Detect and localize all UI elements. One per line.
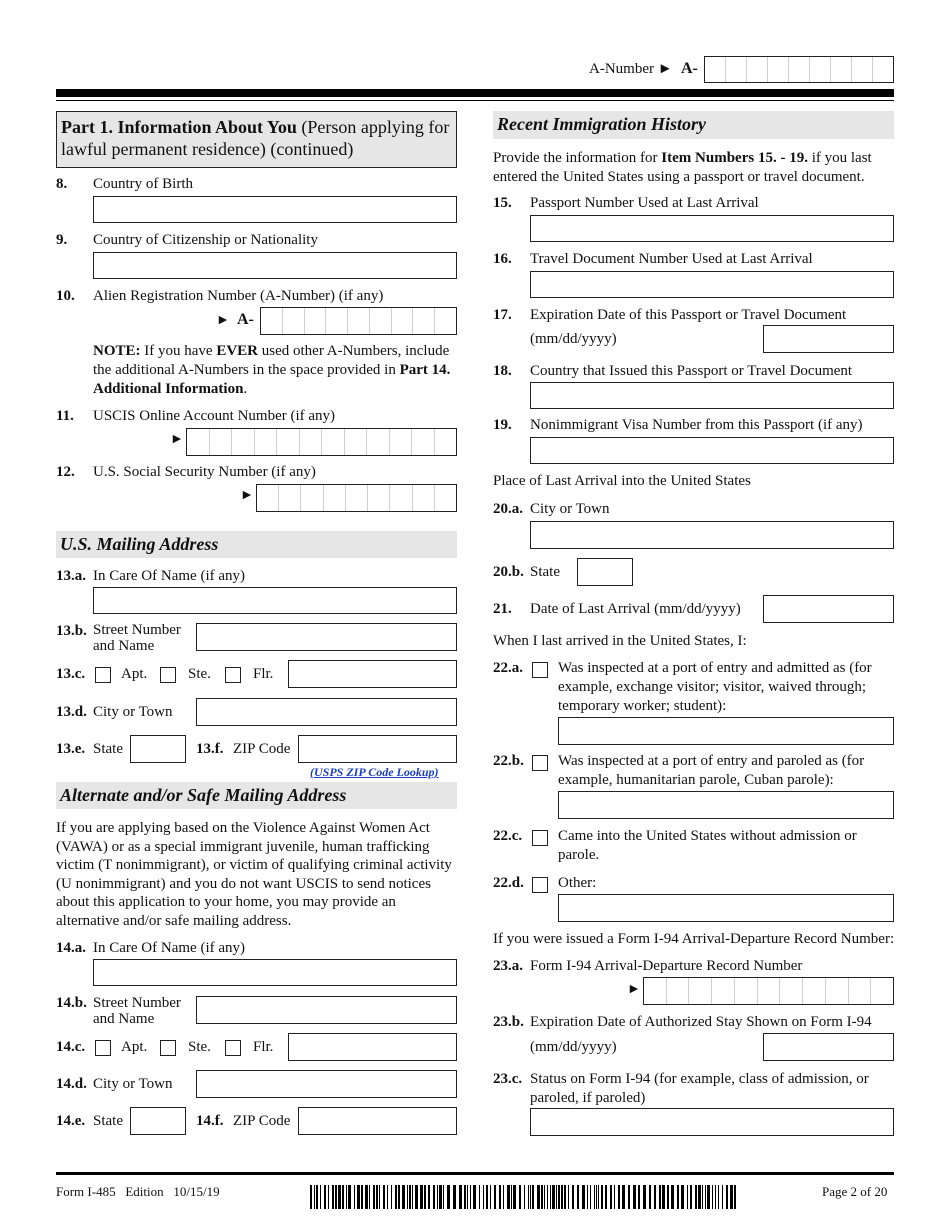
item-8-label: Country of Birth	[93, 176, 193, 192]
issuing-country-input[interactable]	[530, 382, 894, 409]
item-18-label: Country that Issued this Passport or Travel Document	[530, 363, 853, 379]
arrow-icon: ►	[240, 488, 254, 503]
mailing-city-input[interactable]	[196, 698, 457, 726]
note-paragraph: NOTE: If you have EVER used other A-Numbers, include the additional A-Numbers in the space provided in Part 14. Additional Information.	[93, 343, 451, 397]
arrival-date-input[interactable]	[763, 595, 894, 623]
a-number-input[interactable]	[260, 307, 457, 335]
when-arrived-intro: When I last arrived in the United States, I:	[493, 633, 747, 649]
arrow-icon: ►	[627, 982, 641, 997]
item-23c-label: Status on Form I-94 (for example, class of admission, or paroled, if paroled)	[530, 1071, 869, 1106]
item-14b-number: 14.b.	[56, 995, 87, 1011]
i94-intro: If you were issued a Form I-94 Arrival-Departure Record Number:	[493, 931, 895, 947]
ste-label: Ste.	[188, 1039, 211, 1055]
ssn-input[interactable]	[256, 484, 457, 512]
item-13f-number: 13.f.	[196, 741, 224, 757]
arrow-icon: ►	[216, 313, 230, 328]
item-9-number: 9.	[56, 232, 68, 248]
item-13b-label: Street Number and Name	[93, 622, 181, 654]
item-18-number: 18.	[493, 363, 512, 379]
recent-intro-paragraph: Provide the information for Item Numbers 15. - 19. if you last entered the United States using a passport or travel document.	[493, 150, 872, 185]
place-of-arrival-intro: Place of Last Arrival into the United States	[493, 473, 751, 489]
ste-label: Ste.	[188, 666, 211, 682]
alt-flr-checkbox[interactable]	[225, 1040, 241, 1056]
usps-zip-lookup-link[interactable]: (USPS ZIP Code Lookup)	[310, 765, 439, 779]
admitted-checkbox[interactable]	[532, 662, 548, 678]
item-14f-number: 14.f.	[196, 1113, 224, 1129]
item-10-prefix: A-	[237, 311, 254, 328]
mailing-care-of-input[interactable]	[93, 587, 457, 614]
uscis-account-input[interactable]	[186, 428, 457, 456]
item-20b-number: 20.b.	[493, 564, 524, 580]
item-13e-number: 13.e.	[56, 741, 86, 757]
a-number-header-label: A-Number ►	[589, 61, 673, 77]
item-10-number: 10.	[56, 288, 75, 304]
i94-status-input[interactable]	[530, 1108, 894, 1136]
item-23c-number: 23.c.	[493, 1071, 523, 1087]
mailing-flr-checkbox[interactable]	[225, 667, 241, 683]
item-20a-number: 20.a.	[493, 501, 523, 517]
header-rule-thin	[56, 100, 894, 101]
part1-title: Part 1. Information About You (Person applying for lawful permanent residence) (continued)	[56, 111, 457, 168]
alt-care-of-input[interactable]	[93, 959, 457, 986]
recent-immigration-heading: Recent Immigration History	[493, 111, 894, 139]
mailing-street-input[interactable]	[196, 623, 457, 651]
item-13d-label: City or Town	[93, 704, 173, 720]
item-13c-number: 13.c.	[56, 666, 86, 682]
item-22b-number: 22.b.	[493, 753, 524, 769]
alternate-address-paragraph: If you are applying based on the Violence Against Women Act (VAWA) or as a special immigrant juvenile, human trafficking victim (T nonimmigrant), or victim of qualifying criminal activity (U nonimmigrant) and you do not want USCIS to send notices about this application to your home, you may provide an alternative and/or safe mailing address.	[56, 820, 452, 929]
item-17-format: (mm/dd/yyyy)	[530, 331, 617, 347]
admitted-as-input[interactable]	[558, 717, 894, 745]
passport-expiration-input[interactable]	[763, 325, 894, 353]
a-number-header-prefix: A-	[681, 60, 698, 77]
item-10-label: Alien Registration Number (A-Number) (if any)	[93, 288, 384, 304]
item-22c-number: 22.c.	[493, 828, 523, 844]
item-14d-number: 14.d.	[56, 1076, 87, 1092]
item-20b-label: State	[530, 564, 560, 580]
item-23b-label: Expiration Date of Authorized Stay Shown on Form I-94	[530, 1014, 872, 1030]
item-23b-number: 23.b.	[493, 1014, 524, 1030]
item-23a-label: Form I-94 Arrival-Departure Record Number	[530, 958, 803, 974]
item-13e-label: State	[93, 741, 123, 757]
item-8-number: 8.	[56, 176, 68, 192]
authorized-stay-expiration-input[interactable]	[763, 1033, 894, 1061]
item-22a-label: Was inspected at a port of entry and admitted as (for example, exchange visitor; visitor, waived through; temporary worker; student):	[558, 660, 872, 714]
item-16-number: 16.	[493, 251, 512, 267]
item-14f-label: ZIP Code	[233, 1113, 291, 1129]
item-22d-number: 22.d.	[493, 875, 524, 891]
mailing-zip-input[interactable]	[298, 735, 457, 763]
country-of-birth-input[interactable]	[93, 196, 457, 223]
item-13a-number: 13.a.	[56, 568, 86, 584]
visa-number-input[interactable]	[530, 437, 894, 464]
flr-label: Flr.	[253, 1039, 274, 1055]
arrival-city-input[interactable]	[530, 521, 894, 549]
other-input[interactable]	[558, 894, 894, 922]
item-13a-label: In Care Of Name (if any)	[93, 568, 246, 584]
item-19-number: 19.	[493, 417, 512, 433]
item-23a-number: 23.a.	[493, 958, 523, 974]
alt-street-input[interactable]	[196, 996, 457, 1024]
item-13d-number: 13.d.	[56, 704, 87, 720]
item-23b-format: (mm/dd/yyyy)	[530, 1039, 617, 1055]
mailing-apt-checkbox[interactable]	[95, 667, 111, 683]
item-14e-number: 14.e.	[56, 1113, 86, 1129]
header-rule	[56, 89, 894, 97]
form-edition: Form I-485 Edition 10/15/19	[56, 1184, 220, 1199]
flr-label: Flr.	[253, 666, 274, 682]
apt-label: Apt.	[121, 1039, 148, 1055]
mailing-unit-input[interactable]	[288, 660, 457, 688]
item-11-number: 11.	[56, 408, 74, 424]
paroled-checkbox[interactable]	[532, 755, 548, 771]
item-22c-label: Came into the United States without admission or parole.	[558, 828, 857, 863]
paroled-as-input[interactable]	[558, 791, 894, 819]
without-admission-checkbox[interactable]	[532, 830, 548, 846]
item-20a-label: City or Town	[530, 501, 610, 517]
mailing-state-input[interactable]	[130, 735, 186, 763]
item-9-label: Country of Citizenship or Nationality	[93, 232, 318, 248]
a-number-header-input[interactable]	[704, 56, 894, 83]
alt-apt-checkbox[interactable]	[95, 1040, 111, 1056]
item-15-label: Passport Number Used at Last Arrival	[530, 195, 759, 211]
item-21-number: 21.	[493, 601, 512, 617]
alt-city-input[interactable]	[196, 1070, 457, 1098]
page-number: Page 2 of 20	[822, 1184, 888, 1199]
travel-document-number-input[interactable]	[530, 271, 894, 298]
alt-state-input[interactable]	[130, 1107, 186, 1135]
item-17-number: 17.	[493, 307, 512, 323]
mailing-ste-checkbox[interactable]	[160, 667, 176, 683]
i94-number-input[interactable]	[643, 977, 894, 1005]
item-12-number: 12.	[56, 464, 75, 480]
item-17-label: Expiration Date of this Passport or Travel Document	[530, 307, 847, 323]
alt-unit-input[interactable]	[288, 1033, 457, 1061]
item-14e-label: State	[93, 1113, 123, 1129]
item-14c-number: 14.c.	[56, 1039, 86, 1055]
item-22d-label: Other:	[558, 875, 597, 891]
passport-number-input[interactable]	[530, 215, 894, 242]
barcode	[310, 1185, 742, 1209]
item-21-label: Date of Last Arrival (mm/dd/yyyy)	[530, 601, 741, 617]
item-15-number: 15.	[493, 195, 512, 211]
item-22a-number: 22.a.	[493, 660, 523, 676]
item-22b-label: Was inspected at a port of entry and paroled as (for example, humanitarian parole, Cuban parole):	[558, 753, 865, 788]
other-checkbox[interactable]	[532, 877, 548, 893]
mailing-address-heading: U.S. Mailing Address	[56, 531, 457, 558]
arrow-icon: ►	[170, 432, 184, 447]
arrival-state-input[interactable]	[577, 558, 633, 586]
item-16-label: Travel Document Number Used at Last Arrival	[530, 251, 813, 267]
alt-ste-checkbox[interactable]	[160, 1040, 176, 1056]
item-11-label: USCIS Online Account Number (if any)	[93, 408, 336, 424]
country-of-citizenship-input[interactable]	[93, 252, 457, 279]
item-14a-label: In Care Of Name (if any)	[93, 940, 246, 956]
item-13b-number: 13.b.	[56, 623, 87, 639]
item-12-label: U.S. Social Security Number (if any)	[93, 464, 316, 480]
item-14d-label: City or Town	[93, 1076, 173, 1092]
item-14a-number: 14.a.	[56, 940, 86, 956]
alt-zip-input[interactable]	[298, 1107, 457, 1135]
footer-rule	[56, 1172, 894, 1175]
item-19-label: Nonimmigrant Visa Number from this Passport (if any)	[530, 417, 863, 433]
item-14b-label: Street Number and Name	[93, 995, 181, 1027]
apt-label: Apt.	[121, 666, 148, 682]
alternate-address-heading: Alternate and/or Safe Mailing Address	[56, 782, 457, 809]
item-13f-label: ZIP Code	[233, 741, 291, 757]
